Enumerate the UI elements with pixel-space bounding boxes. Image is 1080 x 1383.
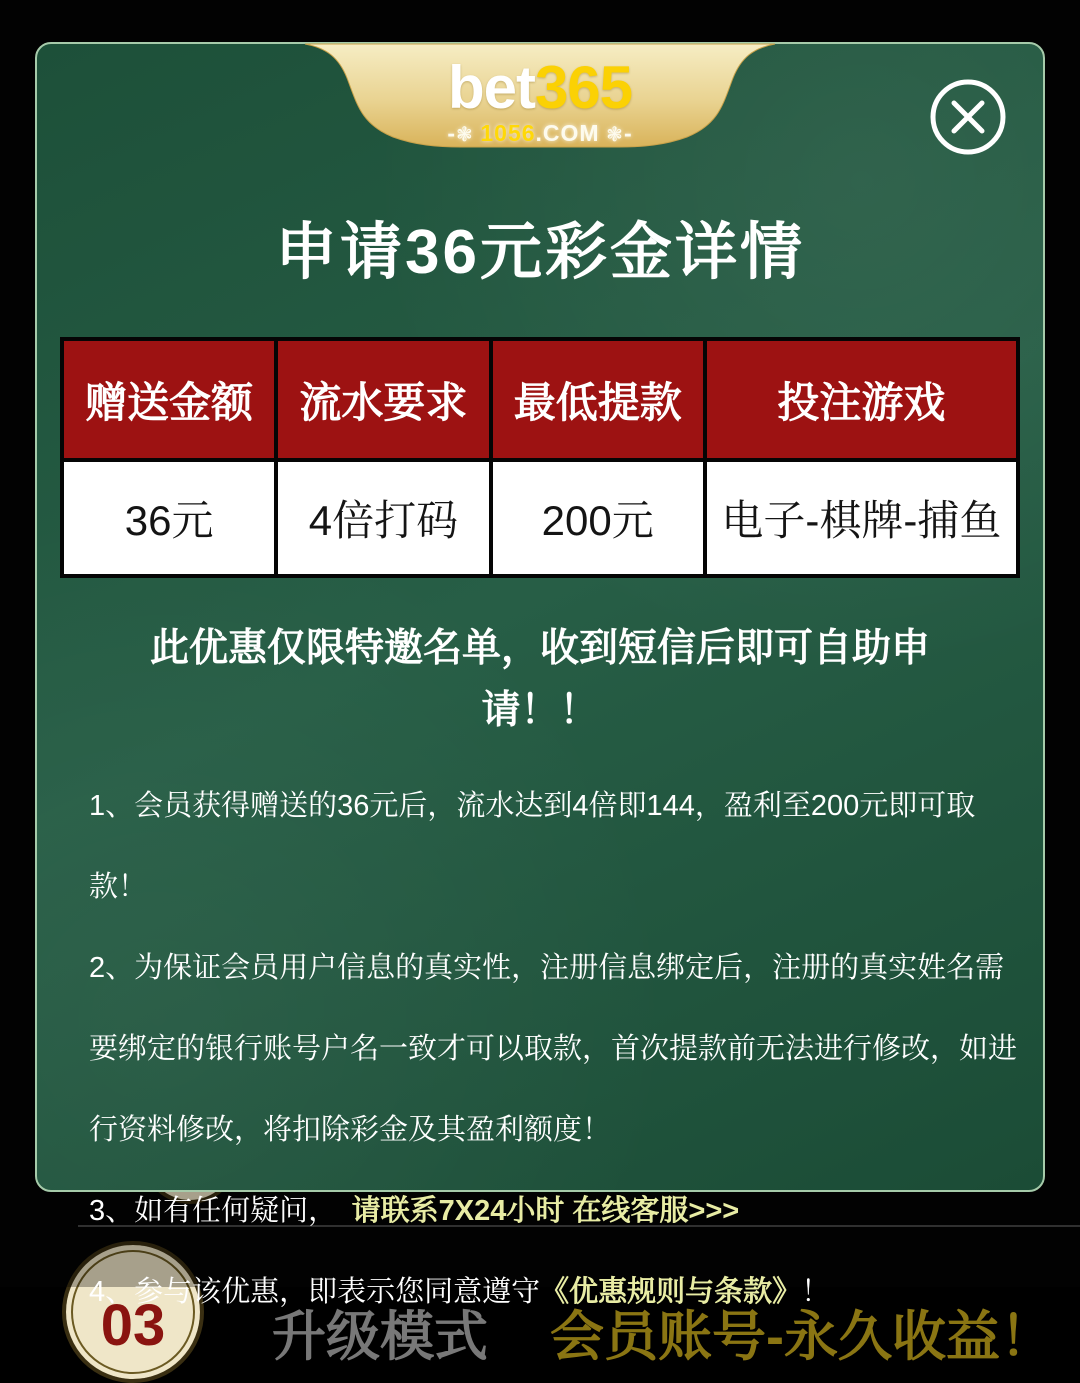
term-item-3 [89, 1171, 1027, 1252]
term-4-prefix: 4、参与该优惠，即表示您同意遵守 [89, 1276, 541, 1308]
brand-logo-365: 365 [534, 54, 633, 121]
domain-dash-right: - [623, 120, 633, 146]
term-item-1 [89, 766, 1027, 928]
ornament-left-icon: ❃ [456, 124, 481, 146]
section-subtitle: 会员账号-永久收益！ [550, 1306, 1054, 1367]
brand-domain [305, 120, 775, 147]
domain-dash-left: - [447, 120, 457, 146]
table-header-turnover: 流水要求 [278, 341, 488, 458]
close-icon [927, 76, 1009, 158]
section-title: 升级模式 [272, 1306, 488, 1367]
table-cell-turnover: 4倍打码 [278, 462, 488, 574]
table-cell-games: 电子-棋牌-捕鱼 [707, 462, 1016, 574]
domain-number: 1056 [480, 120, 536, 146]
terms-list [89, 766, 1027, 1333]
ornament-right-icon: ❃ [599, 124, 624, 146]
table-header-bonus: 赠送金额 [64, 341, 274, 458]
customer-service-link[interactable]: 请联系7X24小时 在线客服>>> [351, 1195, 740, 1227]
brand-logo [305, 54, 775, 121]
section-number: 03 [100, 1292, 166, 1358]
promo-title: 申请36元彩金详情 [275, 218, 805, 287]
promo-modal [35, 42, 1045, 1308]
term-4-suffix: ！ [801, 1276, 831, 1308]
table-header-games: 投注游戏 [707, 341, 1016, 458]
domain-com: .COM [535, 120, 600, 146]
table-cell-minwithdraw: 200元 [493, 462, 703, 574]
brand-logo-bet: bet [447, 54, 535, 121]
terms-and-rules-link[interactable]: 《优惠规则与条款》 [540, 1276, 802, 1308]
term-item-4 [89, 1252, 1027, 1333]
promo-notice: 此优惠仅限特邀名单，收到短信后即可自助申请！！ [149, 627, 930, 732]
brand-banner [305, 44, 775, 148]
term-item-2 [89, 928, 1027, 1171]
promo-table [60, 337, 1020, 578]
term-2-text: 2、为保证会员用户信息的真实性，注册信息绑定后，注册的真实姓名需要绑定的银行账号户名一致才可以取款，首次提款前无法进行修改，如进行资料修改，将扣除彩金及其盈利额度！ [89, 952, 1018, 1146]
table-cell-bonus: 36元 [64, 462, 274, 574]
close-button[interactable] [927, 76, 1009, 158]
table-header-minwithdraw: 最低提款 [493, 341, 703, 458]
term-3-prefix: 3、如有任何疑问， [89, 1195, 352, 1227]
term-1-text: 1、会员获得赠送的36元后，流水达到4倍即144，盈利至200元即可取款！ [89, 790, 976, 903]
